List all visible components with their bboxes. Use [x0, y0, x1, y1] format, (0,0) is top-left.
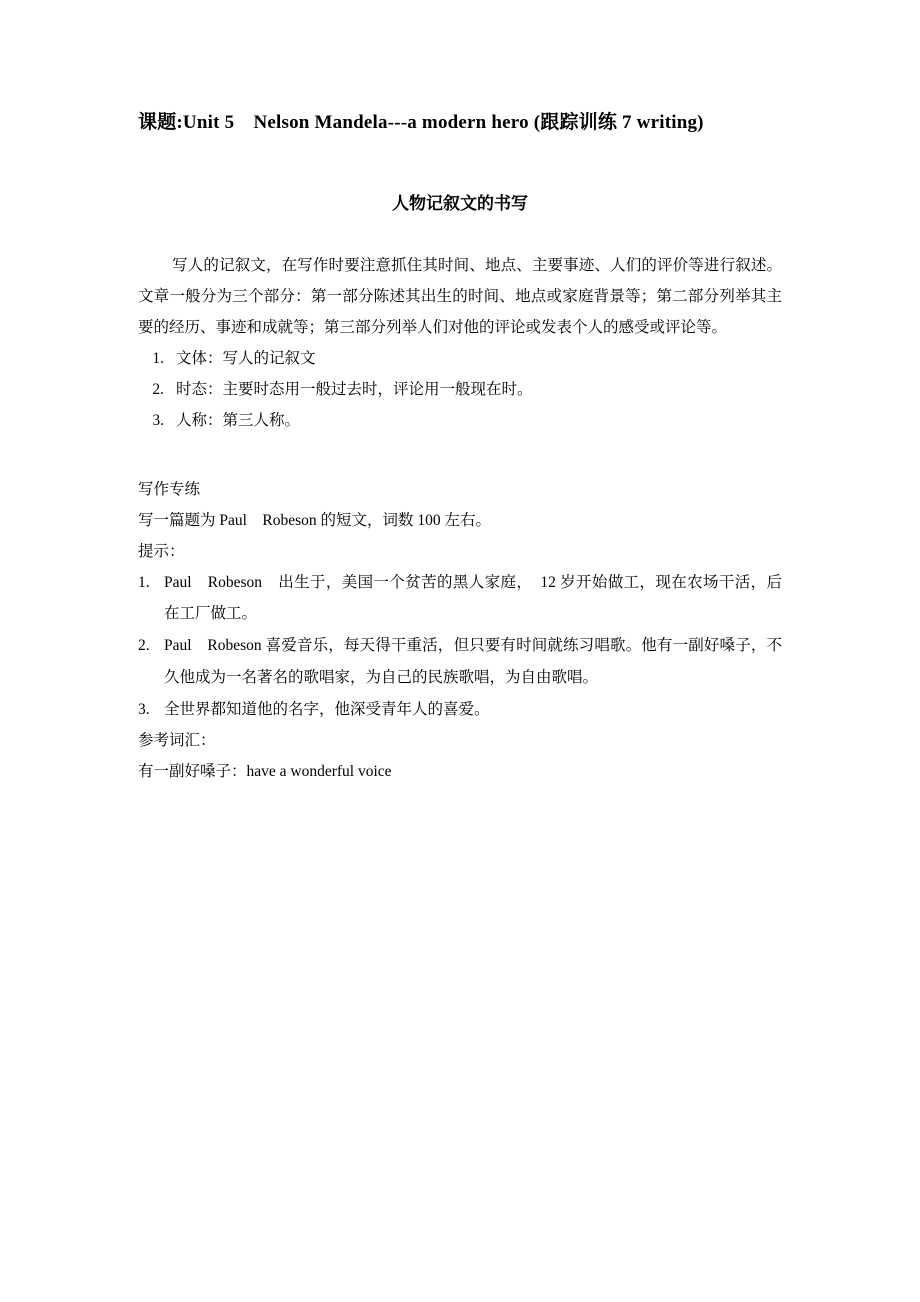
vocab-label: 参考词汇：: [138, 732, 216, 750]
list-item-label: 文体：写人的记叙文: [176, 349, 316, 367]
list-item-label: Paul Robeson 喜爱音乐，每天得干重活，但只要有时间就练习唱歌。他有一副好嗓子，不久他成为一名著名的歌唱家，为自己的民族歌唱，为自由歌唱。: [164, 637, 782, 686]
key-points-list: [138, 343, 782, 436]
list-item-number: 2.: [138, 637, 150, 655]
vocab-entry: 有一副好嗓子：have a wonderful voice: [138, 763, 392, 781]
hints-list: [138, 567, 782, 726]
list-item-label: 全世界都知道他的名字，他深受青年人的喜爱。: [164, 700, 490, 718]
page-title: 课题:Unit 5 Nelson Mandela---a modern hero (跟踪训练 7 writing): [138, 112, 704, 133]
intro-paragraph: [138, 250, 782, 343]
intro-paragraph-text: 写人的记叙文，在写作时要注意抓住其时间、地点、主要事迹、人们的评价等进行叙述。文章一般分为三个部分：第一部分陈述其出生的时间、地点或家庭背景等；第二部分列举其主要的经历、事迹和成就等；第三部分列举人们对他的评论或发表个人的感受或评论等。: [138, 256, 782, 336]
list-item: [138, 567, 782, 631]
list-item: [138, 630, 782, 694]
section-divider: [138, 436, 782, 474]
list-item-number: 3.: [138, 700, 150, 718]
list-item-number: 1.: [152, 349, 164, 367]
hints-label: 提示：: [138, 542, 185, 560]
list-item-label: 时态：主要时态用一般过去时，评论用一般现在时。: [176, 380, 533, 398]
list-item-number: 2.: [152, 380, 164, 398]
list-item-label: Paul Robeson 出生于，美国一个贫苦的黑人家庭， 12 岁开始做工，现在农场干活，后在工厂做工。: [164, 573, 782, 623]
document-subtitle: 人物记叙文的书写: [392, 193, 528, 213]
list-item-number: 1.: [138, 573, 150, 591]
list-item: [138, 374, 782, 405]
practice-task: 写一篇题为 Paul Robeson 的短文，词数 100 左右。: [138, 511, 492, 529]
practice-heading: 写作专练: [138, 480, 201, 498]
list-item-number: 3.: [152, 411, 164, 429]
list-item: [138, 343, 782, 374]
list-item: [138, 694, 782, 726]
list-item-label: 人称：第三人称。: [176, 411, 301, 429]
list-item: [138, 405, 782, 436]
